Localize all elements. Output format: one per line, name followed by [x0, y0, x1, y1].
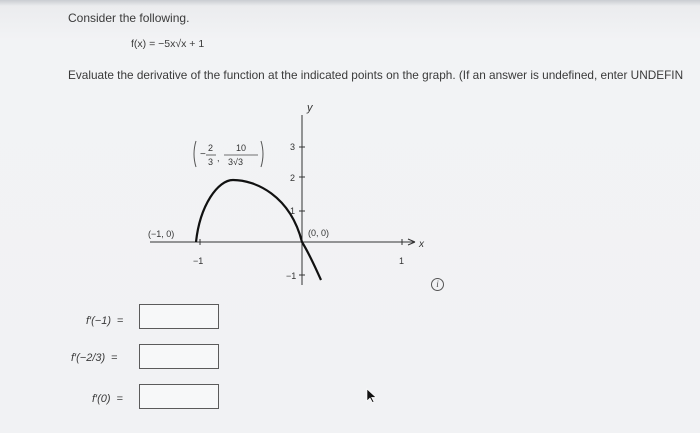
info-icon[interactable]: i: [431, 278, 444, 291]
svg-text:2: 2: [208, 143, 214, 153]
answer-label-f-prime-neg2-3: f′(−2/3) =: [71, 352, 118, 364]
mouse-cursor-icon: [367, 389, 377, 403]
instructions: Evaluate the derivative of the function at the indicated points on the graph. (If an answer is undefined, enter UNDEFIN: [68, 68, 684, 82]
answer-label-f-prime-0: f′(0) =: [92, 393, 123, 405]
function-graph: [140, 95, 440, 281]
svg-text:−: −: [200, 149, 206, 160]
x-tick-label-1: 1: [399, 256, 405, 266]
x-axis-label: x: [419, 239, 424, 250]
svg-text:3√3: 3√3: [228, 157, 243, 167]
answer-input-f-prime-neg1[interactable]: [139, 304, 219, 329]
point-label-maximum: [194, 141, 263, 167]
svg-text:,: ,: [217, 153, 220, 163]
question-intro: Consider the following.: [68, 11, 190, 25]
point-label-origin: (0, 0): [308, 228, 330, 238]
y-tick-label-1: 1: [290, 206, 296, 216]
answer-label-f-prime-neg1: f′(−1) =: [86, 315, 124, 327]
svg-text:10: 10: [236, 143, 247, 153]
y-tick-label-2: 2: [290, 173, 296, 183]
y-tick-label-neg1: −1: [286, 271, 297, 281]
svg-text:3: 3: [208, 157, 214, 167]
answer-input-f-prime-0[interactable]: [139, 384, 219, 409]
x-tick-label-neg1: −1: [193, 256, 204, 266]
answer-input-f-prime-neg2-3[interactable]: [139, 344, 219, 369]
y-axis-label: y: [307, 102, 313, 114]
point-label-left: (−1, 0): [148, 229, 175, 239]
y-tick-label-3: 3: [290, 142, 296, 152]
function-expression: f(x) = −5x√x + 1: [131, 38, 205, 50]
